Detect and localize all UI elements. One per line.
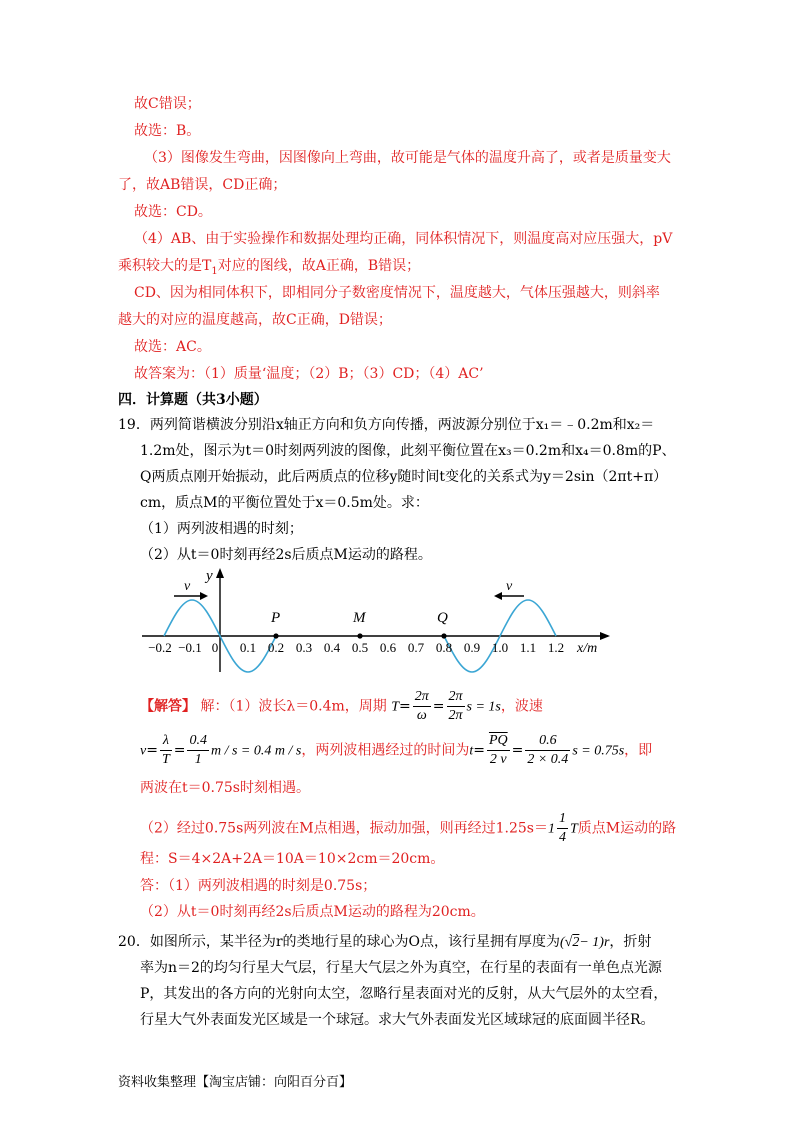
math-op: = — [432, 698, 445, 715]
text-fragment: 解：（1）波长λ＝0.4m，周期 — [200, 698, 387, 715]
math-op: = — [511, 742, 524, 759]
page-footer: 资料收集整理【淘宝店铺：向阳百分百】 — [118, 1075, 353, 1090]
fraction — [187, 732, 209, 769]
x-axis-arrow-icon — [600, 632, 610, 640]
answer-line — [140, 810, 676, 848]
text-line: 越大的对应的温度越高，故C正确，D错误； — [118, 312, 392, 328]
math-text: m / s = 0.4 m / s — [210, 743, 302, 759]
question-19-line: Q两质点刚开始振动，此后两质点的位移y随时间t变化的关系式为y＝2sin（2πt+π） — [140, 469, 668, 485]
math-op: = — [473, 742, 485, 759]
question-20-line — [118, 928, 651, 957]
tick-label: 0.2 — [267, 640, 285, 655]
text-line: 了，故AB错误，CD正确； — [118, 177, 287, 193]
numerator: λ — [160, 732, 172, 751]
left-velocity-label: v — [184, 579, 191, 594]
question-19-line: （2）从t＝0时刻再经2s后质点M运动的路程。 — [140, 547, 432, 563]
denominator: T — [161, 752, 170, 767]
answer-line: 答：（1）两列波相遇的时刻是0.75s； — [140, 878, 377, 894]
section-title: 四．计算题（共3小题） — [118, 392, 268, 408]
math-op: = — [173, 742, 186, 759]
math-text: s = 1s — [466, 699, 501, 715]
math-op: = — [399, 698, 411, 715]
y-axis-arrow-icon — [216, 568, 224, 578]
paren: ( — [559, 935, 565, 950]
tick-label: −0.1 — [178, 640, 202, 655]
tick-label: 0.1 — [239, 640, 257, 655]
tick-label: 0.3 — [295, 640, 313, 655]
denominator: ω — [416, 708, 427, 723]
math-text: 1 — [547, 821, 555, 837]
text-line: 故选：AC。 — [134, 339, 211, 355]
text-line: CD、因为相同体积下，即相同分子数密度情况下，温度越大，气体压强越大，则斜率 — [134, 285, 660, 301]
math-text — [560, 935, 609, 950]
sqrt-radicand: 2 — [572, 935, 580, 950]
text-line: 故C错误； — [134, 96, 201, 112]
right-arrow-icon — [200, 592, 208, 600]
point-m-label: M — [353, 610, 366, 626]
fraction — [487, 732, 510, 769]
denominator: 4 — [558, 830, 566, 845]
math-op: = — [146, 742, 158, 759]
denominator: 2 × 0.4 — [527, 752, 569, 767]
tick-label: 1.0 — [491, 640, 509, 655]
numerator: 0.6 — [525, 732, 570, 751]
point-m-dot — [357, 633, 362, 638]
tick-label: −0.2 — [148, 640, 172, 655]
question-20-line: P，其发出的各方向的光射向太空，忽略行星表面对光的反射，从大气层外的太空看， — [140, 986, 668, 1002]
answer-line — [140, 688, 543, 726]
point-q-dot — [441, 633, 446, 638]
tick-label: 0.5 — [351, 640, 369, 655]
numerator: 1 — [557, 810, 568, 829]
tick-label: 0.9 — [463, 640, 481, 655]
subscript: 1 — [211, 265, 218, 277]
text-line: （3）图像发生弯曲，因图像向上弯曲，故可能是气体的温度升高了，或者是质量变大 — [144, 150, 671, 166]
text-line: （4）AB、由于实验操作和数据处理均正确，同体积情况下，则温度高对应压强大，pV — [134, 231, 673, 247]
wave-figure — [140, 560, 620, 680]
text-line: 故选：B。 — [134, 123, 201, 139]
sqrt-icon: √ — [564, 935, 573, 950]
numerator: 2π — [447, 688, 465, 707]
text-fragment: ，折射 — [609, 934, 652, 950]
tick-label: 0 — [211, 640, 219, 655]
question-19-line: 1.2m处，图示为t＝0时刻两列波的图像，此刻平衡位置在x₃＝0.2m和x₄＝0.8m的P、 — [140, 443, 676, 459]
text-fragment: 乘积较大的是T — [118, 258, 212, 274]
y-axis-label: y — [206, 568, 213, 584]
question-19-line: 19．两列简谐横波分别沿x轴正方向和负方向传播，两波源分别位于x₁＝﹣0.2m和x₂＝ — [118, 417, 655, 433]
fraction — [557, 810, 568, 847]
numerator: $\overline{PQ}$ — [487, 732, 510, 751]
tick-label: 0.6 — [379, 640, 397, 655]
text-line: 故答案为：（1）质量‘温度；（2）B；（3）CD；（4）AC’ — [134, 366, 484, 382]
point-p-dot — [273, 633, 278, 638]
answer-tag: 【解答】 — [140, 698, 196, 715]
question-20-line: 行星大气外表面发光区域是一个球冠。求大气外表面发光区域球冠的底面圆半径R。 — [140, 1012, 655, 1028]
tick-label: 0.8 — [435, 640, 453, 655]
point-q-label: Q — [437, 610, 448, 626]
denominator: 2 v — [489, 752, 507, 767]
answer-line: 程：S＝4×2A+2A＝10A＝10×2cm＝20cm。 — [140, 851, 445, 867]
text-fragment: ，两列波相遇经过的时间为 — [301, 742, 470, 759]
left-arrow-icon — [494, 592, 502, 600]
numerator: 0.4 — [187, 732, 209, 751]
denominator: 2π — [448, 708, 463, 723]
text-fragment: 质点M运动的路 — [577, 820, 677, 837]
text-fragment: 对应的图线，故A正确，B错误； — [217, 258, 421, 274]
numerator: 2π — [413, 688, 431, 707]
text-fragment: ，波速 — [500, 698, 543, 715]
question-20-line: 率为n＝2的均匀行星大气层，行星大气层之外为真空，在行星的表面有一单色点光源 — [140, 960, 662, 976]
fraction — [160, 732, 172, 769]
text-line — [118, 256, 420, 282]
text-fragment: （2）经过0.75s两列波在M点相遇，振动加强，则再经过1.25s＝ — [140, 820, 548, 837]
question-19-line: （1）两列波相遇的时刻； — [140, 521, 303, 537]
fraction — [525, 732, 570, 769]
x-axis-label: x/m — [577, 641, 598, 656]
answer-line — [140, 732, 652, 770]
math-text: − 1)r — [579, 935, 610, 950]
tick-label: 0.7 — [407, 640, 425, 655]
text-line: 故选：CD。 — [134, 204, 212, 220]
answer-line: （2）从t＝0时刻再经2s后质点M运动的路程为20cm。 — [140, 904, 485, 920]
text-fragment: 20．如图所示，某半径为r的类地行星的球心为O点，该行星拥有厚度为 — [118, 934, 560, 950]
fraction — [413, 688, 431, 725]
tick-labels — [148, 640, 564, 655]
tick-label: 0.4 — [323, 640, 341, 655]
right-velocity-label: v — [506, 579, 513, 594]
question-19-line: cm，质点M的平衡位置处于x＝0.5m处。求： — [140, 495, 429, 511]
text-fragment: ，即 — [624, 742, 653, 759]
denominator: 1 — [194, 752, 202, 767]
fraction — [447, 688, 465, 725]
point-p-label: P — [271, 610, 281, 626]
answer-line: 两波在t＝0.75s时刻相遇。 — [140, 780, 310, 796]
math-var: t — [469, 743, 474, 759]
math-text: s = 0.75s — [572, 743, 625, 759]
tick-label: 1.1 — [519, 640, 537, 655]
tick-label: 1.2 — [547, 640, 565, 655]
math-var: T — [569, 821, 578, 837]
math-var: T — [391, 699, 400, 715]
math-var: v — [140, 743, 147, 759]
